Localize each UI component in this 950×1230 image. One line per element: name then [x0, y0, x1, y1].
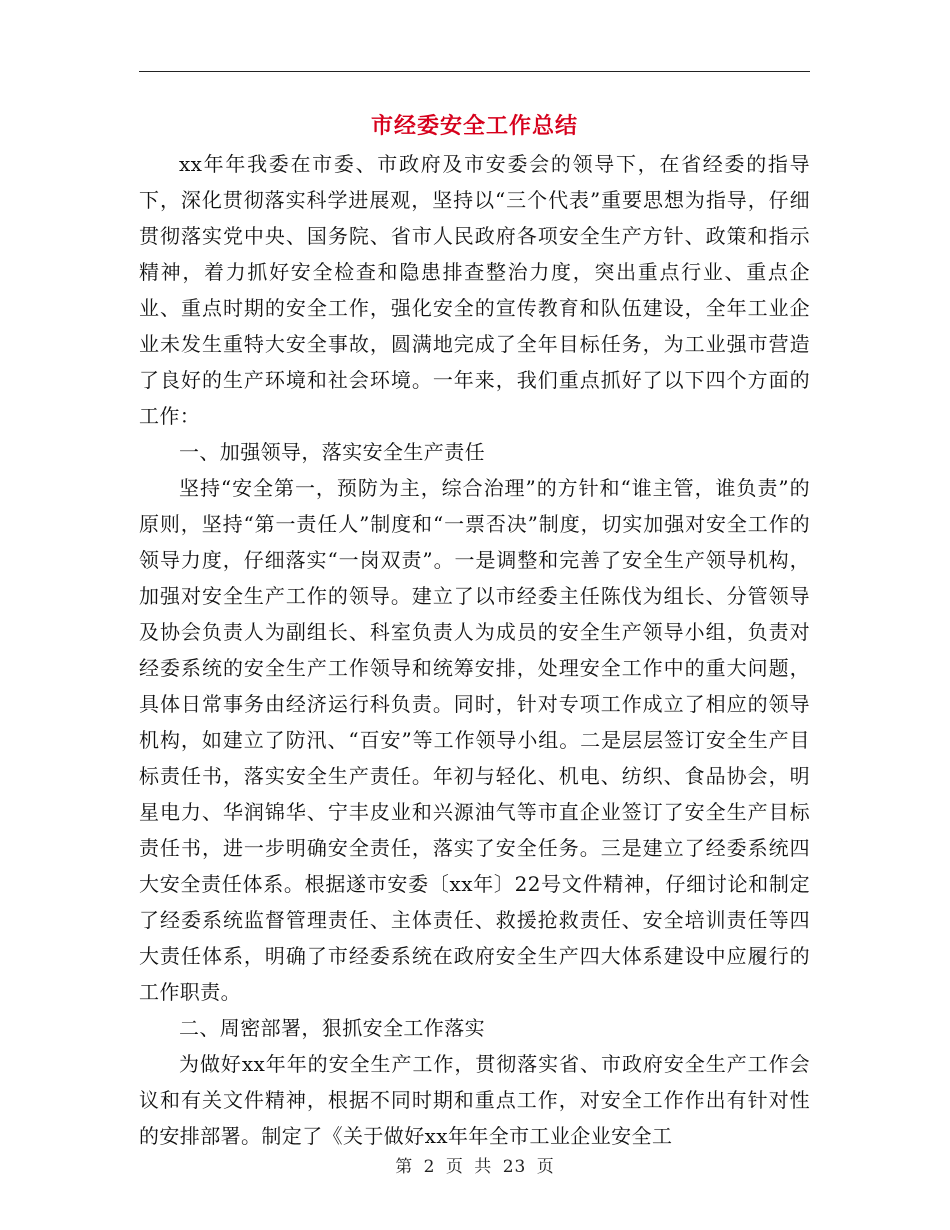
- footer-page-current: 2: [423, 1157, 436, 1177]
- document-body: [139, 146, 810, 1154]
- header-rule: [139, 71, 810, 72]
- paragraph-section-1: 坚持“安全第一，预防为主，综合治理”的方针和“谁主管，谁负责”的原则，坚持“第一责任人”制度和“一票否决”制度，切实加强对安全工作的领导力度，仔细落实“一岗双责”。一是调整和完善了安全生产领导机构，加强对安全生产工作的领导。建立了以市经委主任陈伐为组长、分管领导及协会负责人为副组长、科室负责人为成员的安全生产领导小组，负责对经委系统的安全生产工作领导和统筹安排，处理安全工作中的重大问题，具体日常事务由经济运行科负责。同时，针对专项工作成立了相应的领导机构，如建立了防汛、“百安”等工作领导小组。二是层层签订安全生产目标责任书，落实安全生产责任。年初与轻化、机电、纺织、食品协会，明星电力、华润锦华、宁丰皮业和兴源油气等市直企业签订了安全生产目标责任书，进一步明确安全责任，落实了安全任务。三是建立了经委系统四大安全责任体系。根据遂市安委〔xx年〕22号文件精神，仔细讨论和制定了经委系统监督管理责任、主体责任、救援抢救责任、安全培训责任等四大责任体系，明确了市经委系统在政府安全生产四大体系建设中应履行的工作职责。: [139, 476, 810, 1004]
- footer-label-ye-end: 页: [536, 1157, 555, 1177]
- document-title: 市经委安全工作总结: [370, 113, 578, 139]
- section-heading-2: 二、周密部署，狠抓安全工作落实: [179, 1016, 485, 1040]
- footer-label-di: 第: [395, 1157, 414, 1177]
- paragraph-section-2: 为做好xx年年的安全生产工作，贯彻落实省、市政府安全生产工作会议和有关文件精神，根据不同时期和重点工作，对安全工作作出有针对性的安排部署。制定了《关于做好xx年年全市工业企业安全工: [139, 1052, 810, 1148]
- page-footer: [0, 1152, 950, 1177]
- footer-page-total: 23: [502, 1157, 527, 1177]
- footer-label-ye: 页: [445, 1157, 464, 1177]
- paragraph-intro: xx年年我委在市委、市政府及市安委会的领导下，在省经委的指导下，深化贯彻落实科学进展观，坚持以“三个代表”重要思想为指导，仔细贯彻落实党中央、国务院、省市人民政府各项安全生产方针、政策和指示精神，着力抓好安全检查和隐患排查整治力度，突出重点行业、重点企业、重点时期的安全工作，强化安全的宣传教育和队伍建设，全年工业企业未发生重特大安全事故，圆满地完成了全年目标任务，为工业强市营造了良好的生产环境和社会环境。一年来，我们重点抓好了以下四个方面的工作：: [139, 152, 810, 428]
- footer-label-gong: 共: [474, 1157, 493, 1177]
- section-heading-1: 一、加强领导，落实安全生产责任: [179, 440, 485, 464]
